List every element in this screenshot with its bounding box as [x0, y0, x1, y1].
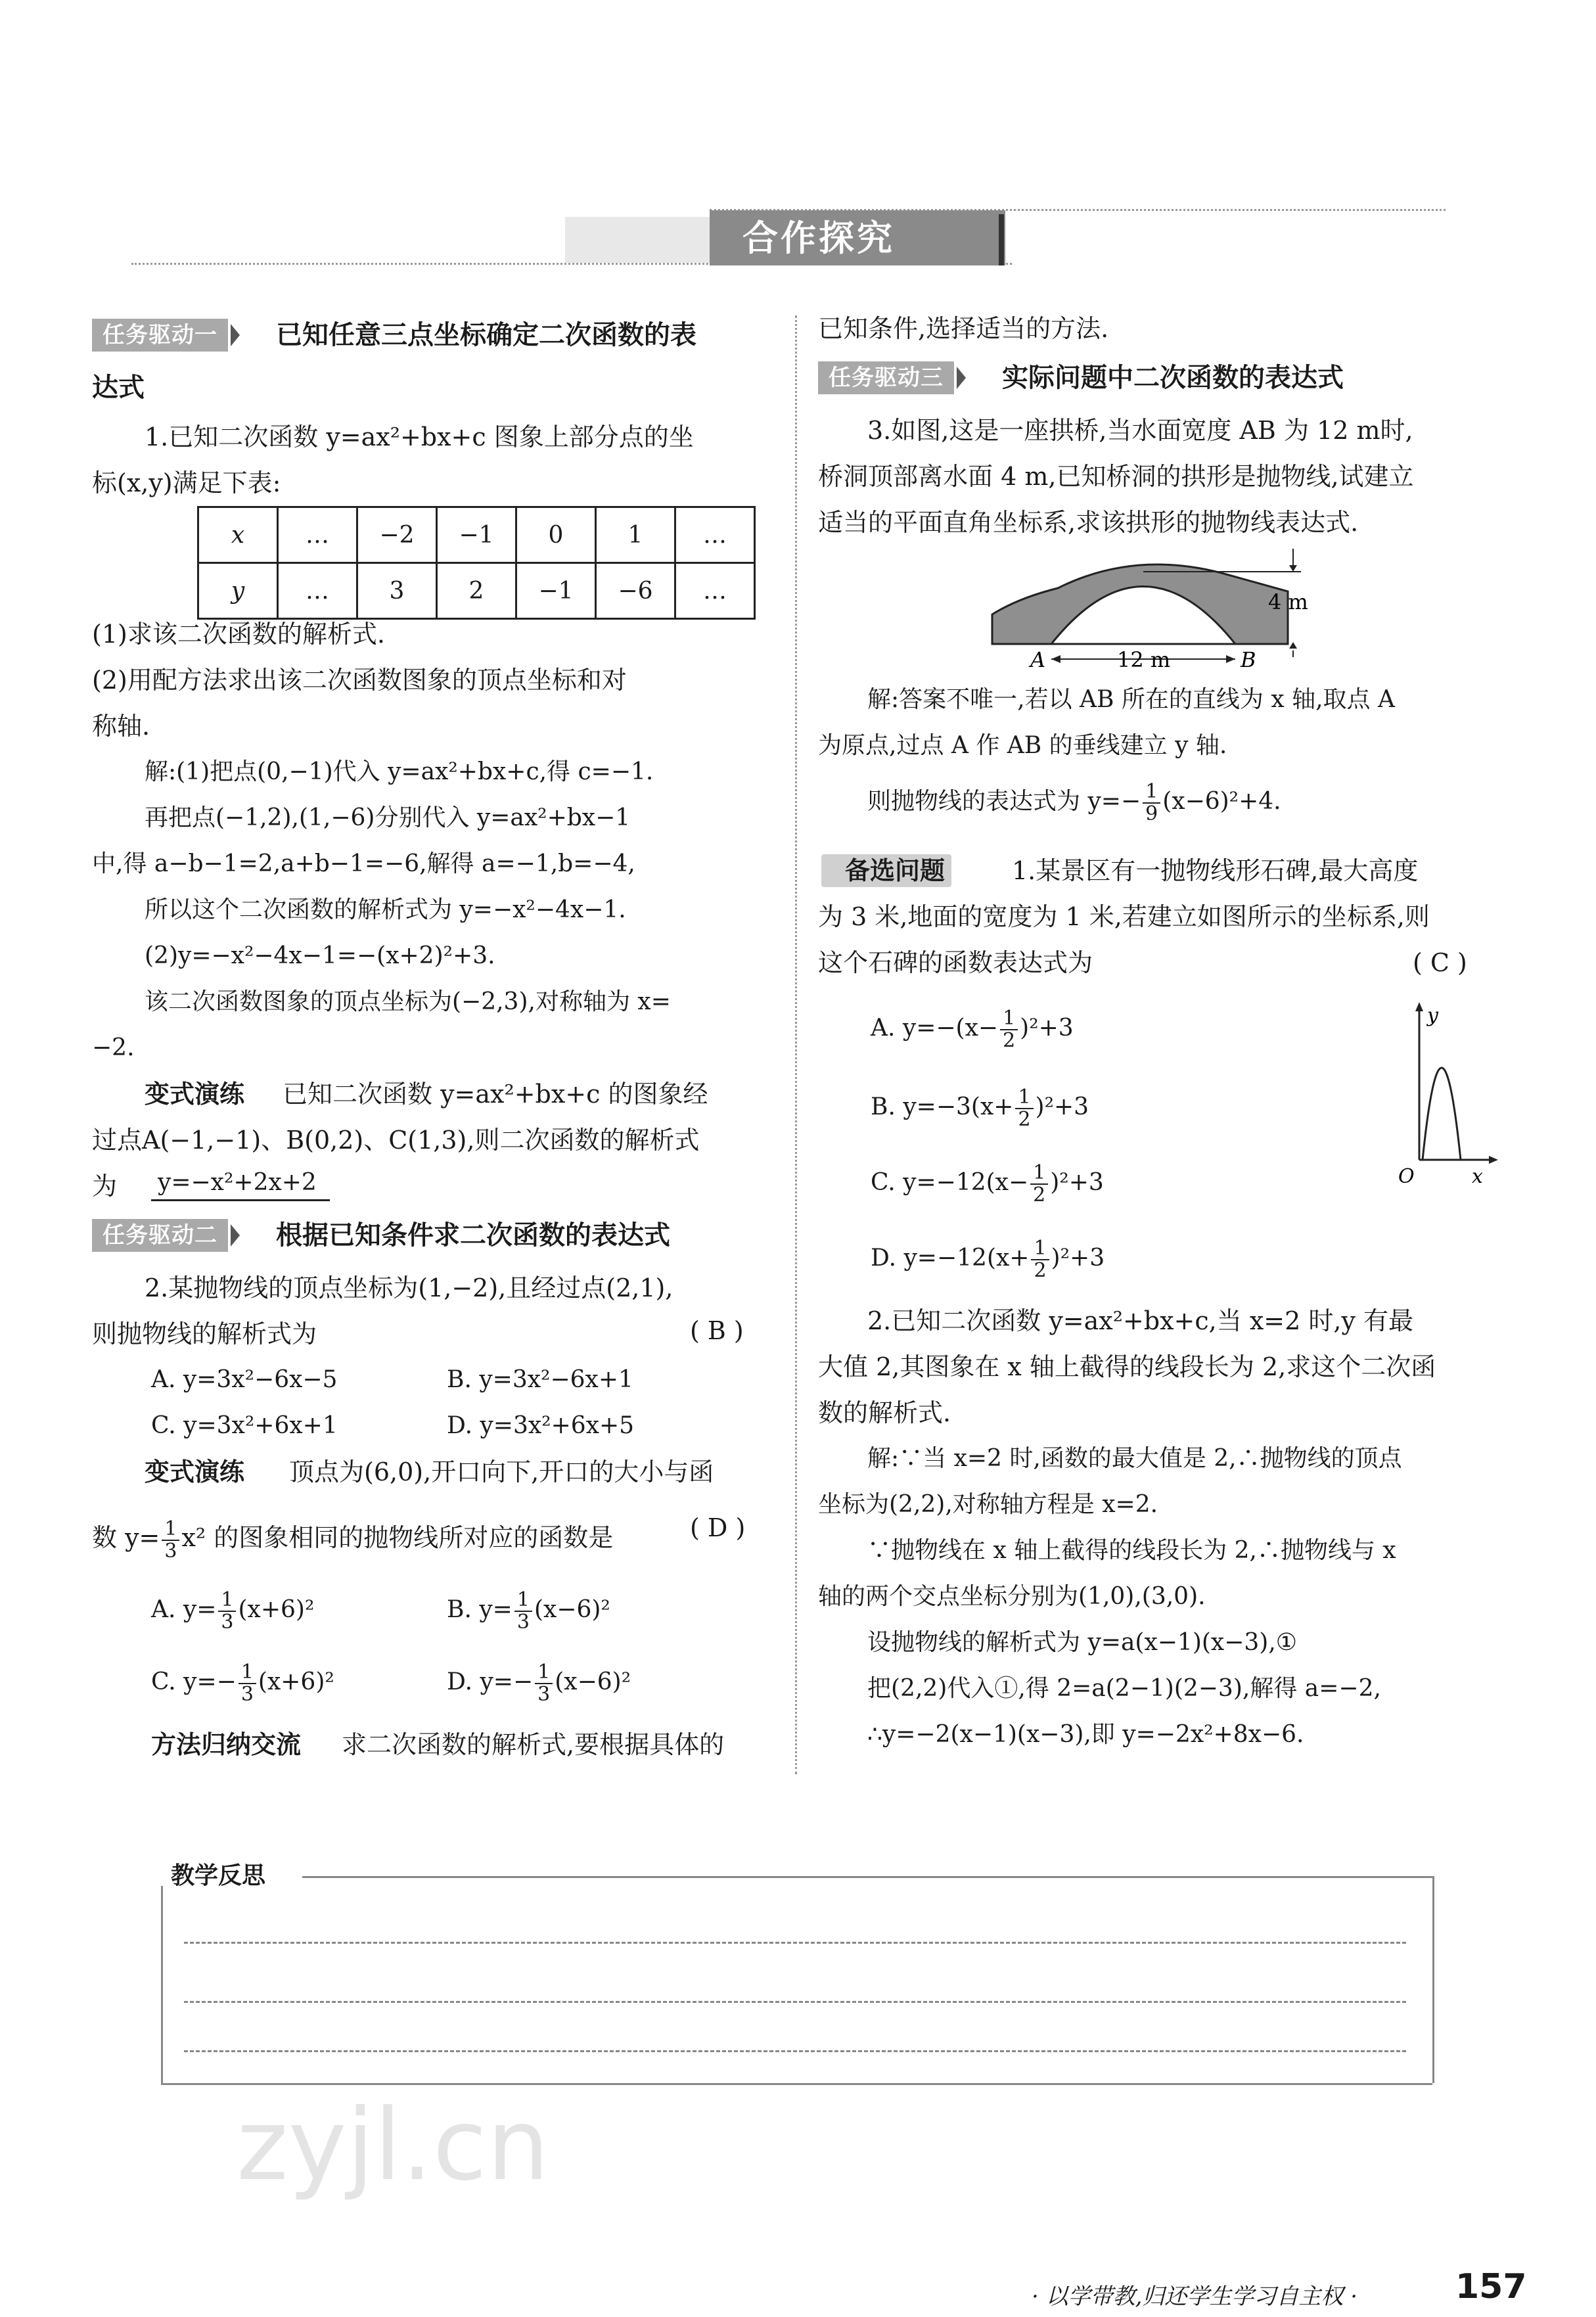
bridge-arch	[992, 564, 1288, 644]
stele-parabola	[1423, 1068, 1461, 1160]
graph-y-label: y	[1427, 1004, 1438, 1027]
reflection-line	[184, 2050, 1406, 2052]
reflection-label: 教学反思	[171, 1862, 266, 1889]
method-summary-text: 求二次函数的解析式,要根据具体的	[342, 1730, 725, 1759]
table-cell: 2	[437, 563, 516, 619]
task1-solution-line: 解:(1)把点(0,−1)代入 y=ax²+bx+c,得 c=−1.	[145, 758, 654, 785]
backup-q2-line3: 数的解析式.	[818, 1398, 951, 1427]
task2-option: A. y=3x²−6x−5	[151, 1366, 338, 1393]
task3-solution-line3: 则抛物线的表达式为 y=− $\frac{1}{9}$ (x−6)²+4.	[867, 780, 1281, 825]
table-cell: y	[198, 563, 278, 619]
figure-label-width: 12 m	[1117, 647, 1171, 672]
stele-graph	[1386, 996, 1505, 1186]
variant-suffix: x² 的图象相同的抛物线所对应的函数是	[181, 1523, 614, 1552]
task1-solution-line: 中,得 a−b−1=2,a+b−1=−6,解得 a=−1,b=−4,	[92, 850, 635, 877]
task1-sub2-line1: (2)用配方法求出该二次函数图象的顶点坐标和对	[92, 666, 627, 695]
table-cell: −2	[357, 507, 437, 563]
backup-option-c: C. y=−12(x− $\frac{1}{2}$ )²+3	[871, 1161, 1104, 1206]
table-cell: −1	[516, 563, 596, 619]
backup-q1-line2: 为 3 米,地面的宽度为 1 米,若建立如图所示的坐标系,则	[818, 902, 1430, 931]
task2-title: 根据已知条件求二次函数的表达式	[276, 1220, 670, 1250]
backup-solution-line: 设抛物线的解析式为 y=a(x−1)(x−3),①	[867, 1629, 1298, 1656]
figure-point-a: A	[1030, 647, 1046, 672]
task2-option: C. y=3x²+6x+1	[151, 1412, 338, 1439]
task2-answer: ( B )	[690, 1316, 744, 1345]
table-cell: …	[675, 563, 755, 619]
task3-question-line3: 适当的平面直角坐标系,求该拱形的抛物线表达式.	[818, 508, 1359, 537]
fraction: $\frac{1}{3}$	[162, 1519, 179, 1562]
task1-question-line1: 1.已知二次函数 y=ax²+bx+c 图象上部分点的坐	[145, 423, 694, 451]
reflection-line	[184, 1942, 1406, 1944]
table-row-y	[198, 563, 755, 619]
bridge-figure	[979, 536, 1321, 680]
header-bar	[999, 214, 1004, 265]
task1-badge: 任务驱动一	[92, 319, 228, 352]
backup-solution-line: ∵抛物线在 x 轴上截得的线段长为 2,∴抛物线与 x	[867, 1537, 1396, 1564]
backup-solution-line: 坐标为(2,2),对称轴方程是 x=2.	[818, 1491, 1158, 1518]
table-row-x	[198, 507, 755, 563]
task1-solution-line: −2.	[92, 1034, 135, 1061]
task1-solution-line: (2)y=−x²−4x−1=−(x+2)²+3.	[145, 942, 495, 969]
task1-solution-line: 所以这个二次函数的解析式为 y=−x²−4x−1.	[145, 896, 626, 923]
task2-variant-option-b: B. y= $\frac{1}{3}$ (x−6)²	[447, 1588, 610, 1634]
task1-variant-answer: y=−x²+2x+2	[151, 1166, 330, 1201]
task3-solution-line1: 解:答案不唯一,若以 AB 所在的直线为 x 轴,取点 A	[867, 686, 1395, 713]
backup-solution-line: 把(2,2)代入①,得 2=a(2−1)(2−3),解得 a=−2,	[867, 1675, 1381, 1702]
task2-variant-option-a: A. y= $\frac{1}{3}$ (x+6)²	[151, 1588, 315, 1634]
task3-question-line2: 桥洞顶部离水面 4 m,已知桥洞的拱形是抛物线,试建立	[818, 462, 1414, 491]
backup-solution-line: ∴y=−2(x−1)(x−3),即 y=−2x²+8x−6.	[867, 1721, 1304, 1748]
task2-option: D. y=3x²+6x+5	[447, 1412, 635, 1439]
task3-title: 实际问题中二次函数的表达式	[1002, 363, 1344, 393]
table-cell: …	[278, 563, 357, 619]
backup-label: 备选问题	[821, 854, 951, 887]
task1-sub2-line2: 称轴.	[92, 712, 150, 741]
page-number: 157	[1455, 2267, 1527, 2306]
task2-variant-line2	[92, 1511, 613, 1564]
task2-badge: 任务驱动二	[92, 1219, 228, 1252]
table-cell: −1	[437, 507, 516, 563]
figure-point-b: B	[1241, 647, 1256, 672]
task1-variant-label: 变式演练	[145, 1080, 245, 1109]
table-cell: 1	[596, 507, 675, 563]
task2-variant-option-d: D. y=− $\frac{1}{3}$ (x−6)²	[447, 1661, 631, 1706]
task2-option: B. y=3x²−6x+1	[447, 1366, 633, 1393]
reflection-box-top	[302, 1876, 1432, 1878]
footer-motto: · 以学带教,归还学生学习自主权 ·	[1032, 2283, 1358, 2310]
task1-sub1: (1)求该二次函数的解析式.	[92, 620, 385, 649]
value-table	[197, 506, 756, 620]
table-cell: …	[675, 507, 755, 563]
table-cell: 3	[357, 563, 437, 619]
task3-solution-line2: 为原点,过点 A 作 AB 的垂线建立 y 轴.	[818, 732, 1227, 759]
backup-q2-line1: 2.已知二次函数 y=ax²+bx+c,当 x=2 时,y 有最	[867, 1306, 1413, 1335]
task3-badge: 任务驱动三	[818, 361, 954, 394]
backup-solution-line: 轴的两个交点坐标分别为(1,0),(3,0).	[818, 1583, 1206, 1610]
backup-q1-line3: 这个石碑的函数表达式为	[818, 948, 1093, 977]
task2-variant-line1: 顶点为(6,0),开口向下,开口的大小与函	[289, 1457, 714, 1486]
table-cell: x	[198, 507, 278, 563]
backup-q1-answer: ( C )	[1413, 948, 1467, 977]
task1-variant-prefix: 为	[92, 1172, 118, 1201]
column-divider	[795, 315, 797, 1774]
task1-solution-line: 再把点(−1,2),(1,−6)分别代入 y=ax²+bx−1	[145, 804, 631, 831]
backup-solution-line: 解:∵当 x=2 时,函数的最大值是 2,∴抛物线的顶点	[867, 1445, 1402, 1472]
task1-solution-line: 该二次函数图象的顶点坐标为(−2,3),对称轴为 x=	[145, 988, 671, 1015]
task1-variant-line1: 已知二次函数 y=ax²+bx+c 的图象经	[283, 1080, 708, 1109]
watermark: zyjl.cn	[237, 2088, 550, 2203]
method-summary-continued: 已知条件,选择适当的方法.	[818, 314, 1109, 343]
task1-title-line2: 达式	[92, 373, 145, 403]
backup-q1-line1: 1.某景区有一抛物线形石碑,最大高度	[1012, 856, 1419, 885]
reflection-line	[184, 2001, 1406, 2003]
method-summary-label: 方法归纳交流	[151, 1730, 302, 1759]
task1-variant-line2: 过点A(−1,−1)、B(0,2)、C(1,3),则二次函数的解析式	[92, 1126, 700, 1155]
figure-label-height: 4 m	[1268, 589, 1308, 614]
reflection-box-bottom	[161, 2083, 1432, 2085]
backup-option-d: D. y=−12(x+ $\frac{1}{2}$ )²+3	[871, 1237, 1105, 1282]
variant-prefix: 数 y=	[92, 1523, 160, 1552]
graph-x-label: x	[1472, 1165, 1483, 1186]
task2-question-line1: 2.某抛物线的顶点坐标为(1,−2),且经过点(2,1),	[145, 1273, 673, 1302]
task1-title-line1: 已知任意三点坐标确定二次函数的表	[276, 320, 696, 350]
backup-q2-line2: 大值 2,其图象在 x 轴上截得的线段长为 2,求这个二次函	[818, 1352, 1436, 1381]
table-cell: …	[278, 507, 357, 563]
section-title: 合作探究	[742, 218, 895, 259]
reflection-box-right	[1432, 1876, 1434, 2083]
table-cell: 0	[516, 507, 596, 563]
task2-variant-option-c: C. y=− $\frac{1}{3}$ (x+6)²	[151, 1661, 334, 1706]
task3-question-line1: 3.如图,这是一座拱桥,当水面宽度 AB 为 12 m时,	[867, 416, 1413, 445]
graph-origin-label: O	[1398, 1165, 1415, 1186]
task1-question-line2: 标(x,y)满足下表:	[92, 469, 281, 497]
backup-option-a: A. y=−(x− $\frac{1}{2}$ )²+3	[871, 1007, 1074, 1052]
header-banner-light	[565, 217, 710, 263]
backup-option-b: B. y=−3(x+ $\frac{1}{2}$ )²+3	[871, 1086, 1089, 1131]
reflection-box-left	[161, 1886, 163, 2083]
task2-variant-answer: ( D )	[690, 1513, 746, 1542]
task2-variant-label: 变式演练	[145, 1457, 245, 1486]
table-cell: −6	[596, 563, 675, 619]
task2-question-line2: 则抛物线的解析式为	[92, 1319, 317, 1348]
